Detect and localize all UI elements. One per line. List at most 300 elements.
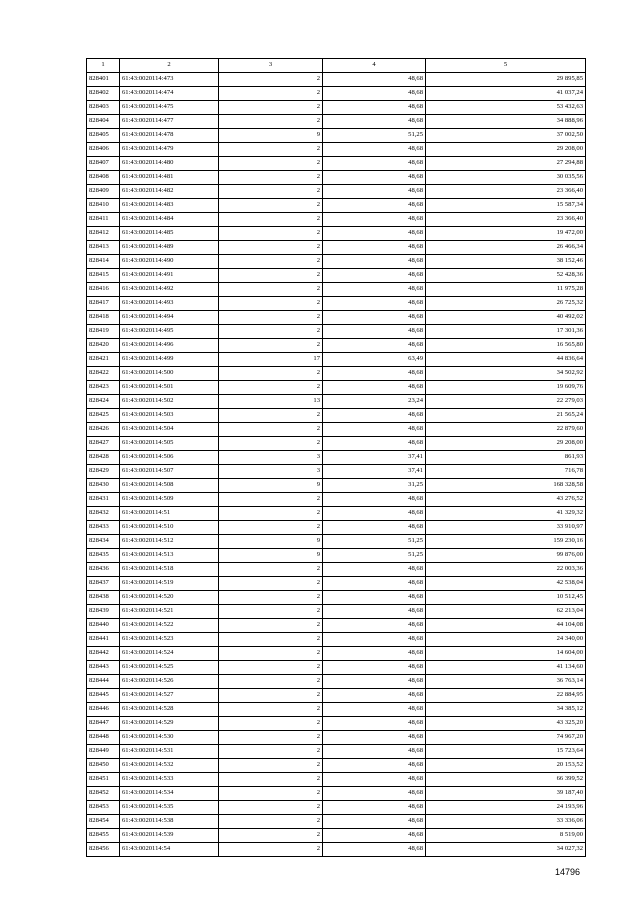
table-row bbox=[87, 731, 586, 745]
table-cell-col-1: 828430 bbox=[87, 479, 120, 493]
table-cell-col-1: 828444 bbox=[87, 675, 120, 689]
table-cell-col-3: 2 bbox=[219, 339, 323, 353]
table-cell-col-4: 48,68 bbox=[323, 367, 426, 381]
table-cell-col-3: 2 bbox=[219, 829, 323, 843]
table-cell-col-2: 61:43:0020114:490 bbox=[120, 255, 219, 269]
table-cell-col-4: 48,68 bbox=[323, 675, 426, 689]
table-cell-col-5: 24 340,00 bbox=[426, 633, 586, 647]
table-cell-col-5: 29 208,00 bbox=[426, 437, 586, 451]
table-cell-col-1: 828422 bbox=[87, 367, 120, 381]
table-row bbox=[87, 591, 586, 605]
table-cell-col-2: 61:43:0020114:530 bbox=[120, 731, 219, 745]
table-cell-col-3: 2 bbox=[219, 73, 323, 87]
table-row bbox=[87, 843, 586, 857]
table-cell-col-2: 61:43:0020114:492 bbox=[120, 283, 219, 297]
table-cell-col-2: 61:43:0020114:534 bbox=[120, 787, 219, 801]
table-cell-col-3: 2 bbox=[219, 213, 323, 227]
table-cell-col-2: 61:43:0020114:480 bbox=[120, 157, 219, 171]
table-row bbox=[87, 521, 586, 535]
table-row bbox=[87, 745, 586, 759]
table-cell-col-4: 31,25 bbox=[323, 479, 426, 493]
table-cell-col-5: 19 472,00 bbox=[426, 227, 586, 241]
table-cell-col-1: 828455 bbox=[87, 829, 120, 843]
table-cell-col-3: 2 bbox=[219, 773, 323, 787]
table-row bbox=[87, 689, 586, 703]
table-cell-col-1: 828406 bbox=[87, 143, 120, 157]
table-row bbox=[87, 633, 586, 647]
table-cell-col-2: 61:43:0020114:481 bbox=[120, 171, 219, 185]
table-cell-col-5: 168 328,58 bbox=[426, 479, 586, 493]
table-cell-col-5: 26 725,32 bbox=[426, 297, 586, 311]
table-cell-col-3: 2 bbox=[219, 437, 323, 451]
table-cell-col-4: 48,68 bbox=[323, 143, 426, 157]
table-cell-col-1: 828445 bbox=[87, 689, 120, 703]
table-row bbox=[87, 143, 586, 157]
table-cell-col-1: 828411 bbox=[87, 213, 120, 227]
table-row bbox=[87, 339, 586, 353]
table-cell-col-4: 48,68 bbox=[323, 787, 426, 801]
table-row bbox=[87, 619, 586, 633]
table-cell-col-4: 48,68 bbox=[323, 325, 426, 339]
table-cell-col-3: 2 bbox=[219, 787, 323, 801]
table-cell-col-1: 828446 bbox=[87, 703, 120, 717]
table-cell-col-3: 2 bbox=[219, 843, 323, 857]
table-row bbox=[87, 759, 586, 773]
table-cell-col-2: 61:43:0020114:508 bbox=[120, 479, 219, 493]
table-cell-col-5: 44 836,64 bbox=[426, 353, 586, 367]
table-cell-col-3: 2 bbox=[219, 297, 323, 311]
table-cell-col-2: 61:43:0020114:525 bbox=[120, 661, 219, 675]
table-cell-col-5: 17 301,36 bbox=[426, 325, 586, 339]
table-cell-col-5: 34 385,12 bbox=[426, 703, 586, 717]
table-cell-col-5: 29 208,00 bbox=[426, 143, 586, 157]
table-cell-col-5: 66 399,52 bbox=[426, 773, 586, 787]
table-cell-col-4: 48,68 bbox=[323, 297, 426, 311]
table-cell-col-5: 15 587,34 bbox=[426, 199, 586, 213]
table-row bbox=[87, 451, 586, 465]
table-cell-col-1: 828412 bbox=[87, 227, 120, 241]
table-cell-col-3: 2 bbox=[219, 493, 323, 507]
table-cell-col-5: 24 193,96 bbox=[426, 801, 586, 815]
table-row bbox=[87, 801, 586, 815]
table-cell-col-5: 22 003,36 bbox=[426, 563, 586, 577]
table-cell-col-1: 828428 bbox=[87, 451, 120, 465]
table-cell-col-4: 48,68 bbox=[323, 423, 426, 437]
header-col-2: 2 bbox=[120, 59, 219, 73]
table-cell-col-3: 2 bbox=[219, 731, 323, 745]
table-cell-col-1: 828439 bbox=[87, 605, 120, 619]
table-row bbox=[87, 647, 586, 661]
table-cell-col-2: 61:43:0020114:483 bbox=[120, 199, 219, 213]
table-cell-col-1: 828427 bbox=[87, 437, 120, 451]
table-cell-col-2: 61:43:0020114:520 bbox=[120, 591, 219, 605]
table-row bbox=[87, 717, 586, 731]
table-cell-col-4: 48,68 bbox=[323, 507, 426, 521]
table-row bbox=[87, 101, 586, 115]
table-cell-col-1: 828423 bbox=[87, 381, 120, 395]
table-cell-col-5: 8 519,00 bbox=[426, 829, 586, 843]
table-cell-col-4: 48,68 bbox=[323, 521, 426, 535]
table-cell-col-5: 99 876,00 bbox=[426, 549, 586, 563]
table-cell-col-2: 61:43:0020114:523 bbox=[120, 633, 219, 647]
table-cell-col-3: 2 bbox=[219, 255, 323, 269]
table-cell-col-3: 2 bbox=[219, 661, 323, 675]
table-cell-col-5: 74 967,20 bbox=[426, 731, 586, 745]
table-cell-col-1: 828447 bbox=[87, 717, 120, 731]
table-cell-col-4: 48,68 bbox=[323, 745, 426, 759]
table-cell-col-1: 828419 bbox=[87, 325, 120, 339]
table-cell-col-4: 48,68 bbox=[323, 661, 426, 675]
table-cell-col-2: 61:43:0020114:496 bbox=[120, 339, 219, 353]
table-cell-col-2: 61:43:0020114:519 bbox=[120, 577, 219, 591]
table-cell-col-3: 2 bbox=[219, 101, 323, 115]
table-row bbox=[87, 563, 586, 577]
table-cell-col-5: 21 565,24 bbox=[426, 409, 586, 423]
table-cell-col-5: 53 432,63 bbox=[426, 101, 586, 115]
table-cell-col-5: 41 134,60 bbox=[426, 661, 586, 675]
table-cell-col-2: 61:43:0020114:506 bbox=[120, 451, 219, 465]
table-row bbox=[87, 73, 586, 87]
table-cell-col-4: 48,68 bbox=[323, 269, 426, 283]
table-cell-col-3: 2 bbox=[219, 325, 323, 339]
table-cell-col-3: 2 bbox=[219, 689, 323, 703]
table-cell-col-1: 828449 bbox=[87, 745, 120, 759]
table-cell-col-4: 48,68 bbox=[323, 773, 426, 787]
table-row bbox=[87, 353, 586, 367]
table-body bbox=[87, 73, 586, 857]
table-cell-col-1: 828451 bbox=[87, 773, 120, 787]
table-cell-col-4: 48,68 bbox=[323, 339, 426, 353]
table-cell-col-2: 61:43:0020114:491 bbox=[120, 269, 219, 283]
table-cell-col-1: 828431 bbox=[87, 493, 120, 507]
table-row bbox=[87, 283, 586, 297]
table-cell-col-4: 51,25 bbox=[323, 549, 426, 563]
table-row bbox=[87, 423, 586, 437]
table-cell-col-4: 48,68 bbox=[323, 703, 426, 717]
table-cell-col-1: 828443 bbox=[87, 661, 120, 675]
table-row bbox=[87, 605, 586, 619]
table-header bbox=[87, 59, 586, 73]
table-cell-col-1: 828416 bbox=[87, 283, 120, 297]
table-cell-col-4: 48,68 bbox=[323, 633, 426, 647]
table-cell-col-3: 2 bbox=[219, 185, 323, 199]
table-cell-col-5: 44 104,08 bbox=[426, 619, 586, 633]
table-row bbox=[87, 507, 586, 521]
table-cell-col-1: 828436 bbox=[87, 563, 120, 577]
table-row bbox=[87, 829, 586, 843]
table-cell-col-2: 61:43:0020114:489 bbox=[120, 241, 219, 255]
table-cell-col-1: 828453 bbox=[87, 801, 120, 815]
table-cell-col-3: 2 bbox=[219, 409, 323, 423]
table-cell-col-5: 52 428,36 bbox=[426, 269, 586, 283]
table-row bbox=[87, 493, 586, 507]
table-cell-col-3: 2 bbox=[219, 115, 323, 129]
table-cell-col-1: 828450 bbox=[87, 759, 120, 773]
table-row bbox=[87, 297, 586, 311]
table-cell-col-4: 48,68 bbox=[323, 213, 426, 227]
table-row bbox=[87, 465, 586, 479]
table-cell-col-1: 828432 bbox=[87, 507, 120, 521]
table-cell-col-3: 2 bbox=[219, 367, 323, 381]
table-cell-col-3: 2 bbox=[219, 143, 323, 157]
table-cell-col-1: 828429 bbox=[87, 465, 120, 479]
table-cell-col-4: 48,68 bbox=[323, 577, 426, 591]
table-cell-col-4: 48,68 bbox=[323, 73, 426, 87]
table-cell-col-5: 27 294,88 bbox=[426, 157, 586, 171]
header-row bbox=[87, 59, 586, 73]
table-cell-col-4: 48,68 bbox=[323, 801, 426, 815]
table-cell-col-1: 828426 bbox=[87, 423, 120, 437]
table-cell-col-4: 48,68 bbox=[323, 409, 426, 423]
page-number: 14796 bbox=[555, 867, 581, 877]
table-cell-col-3: 3 bbox=[219, 465, 323, 479]
table-row bbox=[87, 675, 586, 689]
table-cell-col-1: 828410 bbox=[87, 199, 120, 213]
table-row bbox=[87, 787, 586, 801]
table-cell-col-1: 828404 bbox=[87, 115, 120, 129]
table-cell-col-2: 61:43:0020114:524 bbox=[120, 647, 219, 661]
table-cell-col-3: 2 bbox=[219, 269, 323, 283]
table-cell-col-1: 828401 bbox=[87, 73, 120, 87]
table-row bbox=[87, 535, 586, 549]
table-cell-col-3: 2 bbox=[219, 381, 323, 395]
table-cell-col-2: 61:43:0020114:473 bbox=[120, 73, 219, 87]
table-cell-col-1: 828452 bbox=[87, 787, 120, 801]
table-cell-col-4: 48,68 bbox=[323, 647, 426, 661]
table-cell-col-5: 11 975,28 bbox=[426, 283, 586, 297]
table-cell-col-2: 61:43:0020114:535 bbox=[120, 801, 219, 815]
table-cell-col-2: 61:43:0020114:484 bbox=[120, 213, 219, 227]
table-cell-col-3: 2 bbox=[219, 703, 323, 717]
table-cell-col-1: 828409 bbox=[87, 185, 120, 199]
table-cell-col-3: 2 bbox=[219, 717, 323, 731]
table-cell-col-4: 48,68 bbox=[323, 311, 426, 325]
table-cell-col-2: 61:43:0020114:495 bbox=[120, 325, 219, 339]
table-cell-col-3: 2 bbox=[219, 675, 323, 689]
table-cell-col-3: 2 bbox=[219, 157, 323, 171]
table-cell-col-2: 61:43:0020114:502 bbox=[120, 395, 219, 409]
table-row bbox=[87, 87, 586, 101]
table-cell-col-1: 828433 bbox=[87, 521, 120, 535]
table-row bbox=[87, 549, 586, 563]
table-cell-col-3: 2 bbox=[219, 633, 323, 647]
table-cell-col-3: 9 bbox=[219, 535, 323, 549]
table-cell-col-2: 61:43:0020114:539 bbox=[120, 829, 219, 843]
table-cell-col-5: 16 565,80 bbox=[426, 339, 586, 353]
table-cell-col-2: 61:43:0020114:521 bbox=[120, 605, 219, 619]
table-cell-col-3: 2 bbox=[219, 563, 323, 577]
header-col-1: 1 bbox=[87, 59, 120, 73]
table-cell-col-2: 61:43:0020114:509 bbox=[120, 493, 219, 507]
table-cell-col-5: 26 466,34 bbox=[426, 241, 586, 255]
table-row bbox=[87, 115, 586, 129]
table-cell-col-1: 828405 bbox=[87, 129, 120, 143]
table-cell-col-4: 51,25 bbox=[323, 535, 426, 549]
table-cell-col-5: 41 329,32 bbox=[426, 507, 586, 521]
table-cell-col-3: 2 bbox=[219, 619, 323, 633]
table-cell-col-4: 48,68 bbox=[323, 437, 426, 451]
table-cell-col-2: 61:43:0020114:504 bbox=[120, 423, 219, 437]
table-cell-col-1: 828456 bbox=[87, 843, 120, 857]
table-cell-col-4: 51,25 bbox=[323, 129, 426, 143]
table-cell-col-5: 33 910,97 bbox=[426, 521, 586, 535]
table-cell-col-2: 61:43:0020114:479 bbox=[120, 143, 219, 157]
table-row bbox=[87, 227, 586, 241]
table-cell-col-5: 42 538,04 bbox=[426, 577, 586, 591]
table-cell-col-3: 2 bbox=[219, 815, 323, 829]
table-row bbox=[87, 479, 586, 493]
table-cell-col-2: 61:43:0020114:54 bbox=[120, 843, 219, 857]
table-cell-col-4: 23,24 bbox=[323, 395, 426, 409]
table-cell-col-3: 2 bbox=[219, 801, 323, 815]
table-cell-col-3: 2 bbox=[219, 87, 323, 101]
table-cell-col-5: 861,93 bbox=[426, 451, 586, 465]
table-cell-col-3: 9 bbox=[219, 479, 323, 493]
table-cell-col-5: 37 002,50 bbox=[426, 129, 586, 143]
table-cell-col-3: 2 bbox=[219, 577, 323, 591]
table-cell-col-3: 2 bbox=[219, 311, 323, 325]
table-cell-col-4: 37,41 bbox=[323, 465, 426, 479]
table-cell-col-5: 15 723,64 bbox=[426, 745, 586, 759]
table-cell-col-2: 61:43:0020114:501 bbox=[120, 381, 219, 395]
table-cell-col-5: 10 512,45 bbox=[426, 591, 586, 605]
table-cell-col-2: 61:43:0020114:526 bbox=[120, 675, 219, 689]
table-cell-col-5: 41 037,24 bbox=[426, 87, 586, 101]
table-cell-col-3: 3 bbox=[219, 451, 323, 465]
table-row bbox=[87, 395, 586, 409]
table-cell-col-4: 48,68 bbox=[323, 731, 426, 745]
table-cell-col-2: 61:43:0020114:507 bbox=[120, 465, 219, 479]
table-row bbox=[87, 199, 586, 213]
table-cell-col-1: 828414 bbox=[87, 255, 120, 269]
table-cell-col-1: 828454 bbox=[87, 815, 120, 829]
table-row bbox=[87, 241, 586, 255]
table-cell-col-2: 61:43:0020114:485 bbox=[120, 227, 219, 241]
table-row bbox=[87, 815, 586, 829]
table-cell-col-3: 2 bbox=[219, 199, 323, 213]
table-cell-col-4: 48,68 bbox=[323, 829, 426, 843]
table-row bbox=[87, 157, 586, 171]
table-cell-col-3: 2 bbox=[219, 283, 323, 297]
table-cell-col-5: 30 035,56 bbox=[426, 171, 586, 185]
table-cell-col-1: 828437 bbox=[87, 577, 120, 591]
table-cell-col-5: 34 027,32 bbox=[426, 843, 586, 857]
table-cell-col-2: 61:43:0020114:532 bbox=[120, 759, 219, 773]
table-row bbox=[87, 661, 586, 675]
table-cell-col-4: 48,68 bbox=[323, 717, 426, 731]
table-cell-col-4: 48,68 bbox=[323, 241, 426, 255]
table-cell-col-5: 159 230,16 bbox=[426, 535, 586, 549]
table-cell-col-3: 2 bbox=[219, 507, 323, 521]
table-cell-col-1: 828435 bbox=[87, 549, 120, 563]
table-cell-col-5: 43 325,20 bbox=[426, 717, 586, 731]
table-cell-col-5: 34 888,96 bbox=[426, 115, 586, 129]
table-row bbox=[87, 773, 586, 787]
table-cell-col-1: 828438 bbox=[87, 591, 120, 605]
table-cell-col-4: 48,68 bbox=[323, 171, 426, 185]
table-cell-col-4: 37,41 bbox=[323, 451, 426, 465]
table-cell-col-1: 828425 bbox=[87, 409, 120, 423]
table-cell-col-4: 48,68 bbox=[323, 619, 426, 633]
table-cell-col-2: 61:43:0020114:518 bbox=[120, 563, 219, 577]
data-table bbox=[86, 58, 586, 857]
table-cell-col-2: 61:43:0020114:475 bbox=[120, 101, 219, 115]
table-cell-col-2: 61:43:0020114:513 bbox=[120, 549, 219, 563]
table-cell-col-5: 39 187,40 bbox=[426, 787, 586, 801]
table-cell-col-4: 48,68 bbox=[323, 689, 426, 703]
table-cell-col-5: 20 153,52 bbox=[426, 759, 586, 773]
table-cell-col-1: 828441 bbox=[87, 633, 120, 647]
table-cell-col-3: 13 bbox=[219, 395, 323, 409]
table-row bbox=[87, 577, 586, 591]
table-cell-col-2: 61:43:0020114:522 bbox=[120, 619, 219, 633]
table-row bbox=[87, 255, 586, 269]
table-cell-col-1: 828418 bbox=[87, 311, 120, 325]
table-row bbox=[87, 381, 586, 395]
table-cell-col-1: 828407 bbox=[87, 157, 120, 171]
table-cell-col-2: 61:43:0020114:493 bbox=[120, 297, 219, 311]
table-cell-col-4: 48,68 bbox=[323, 115, 426, 129]
table-cell-col-5: 43 276,52 bbox=[426, 493, 586, 507]
table-cell-col-1: 828440 bbox=[87, 619, 120, 633]
table-cell-col-2: 61:43:0020114:531 bbox=[120, 745, 219, 759]
table-row bbox=[87, 269, 586, 283]
table-cell-col-1: 828421 bbox=[87, 353, 120, 367]
table-row bbox=[87, 171, 586, 185]
table-cell-col-4: 48,68 bbox=[323, 591, 426, 605]
table-cell-col-5: 14 604,00 bbox=[426, 647, 586, 661]
table-cell-col-1: 828408 bbox=[87, 171, 120, 185]
table-cell-col-1: 828442 bbox=[87, 647, 120, 661]
table-cell-col-4: 48,68 bbox=[323, 185, 426, 199]
table-cell-col-3: 9 bbox=[219, 129, 323, 143]
table-cell-col-2: 61:43:0020114:527 bbox=[120, 689, 219, 703]
table-cell-col-4: 48,68 bbox=[323, 493, 426, 507]
table-cell-col-4: 48,68 bbox=[323, 87, 426, 101]
table-cell-col-5: 22 879,60 bbox=[426, 423, 586, 437]
table-cell-col-2: 61:43:0020114:510 bbox=[120, 521, 219, 535]
table-cell-col-3: 2 bbox=[219, 171, 323, 185]
table-cell-col-5: 36 763,14 bbox=[426, 675, 586, 689]
table-cell-col-2: 61:43:0020114:528 bbox=[120, 703, 219, 717]
table-row bbox=[87, 703, 586, 717]
table-cell-col-2: 61:43:0020114:538 bbox=[120, 815, 219, 829]
table-cell-col-5: 33 336,06 bbox=[426, 815, 586, 829]
table-cell-col-3: 2 bbox=[219, 591, 323, 605]
table-cell-col-5: 34 502,92 bbox=[426, 367, 586, 381]
table-cell-col-2: 61:43:0020114:512 bbox=[120, 535, 219, 549]
table-cell-col-5: 62 213,04 bbox=[426, 605, 586, 619]
table-cell-col-2: 61:43:0020114:474 bbox=[120, 87, 219, 101]
table-cell-col-5: 716,78 bbox=[426, 465, 586, 479]
table-cell-col-2: 61:43:0020114:533 bbox=[120, 773, 219, 787]
table-row bbox=[87, 437, 586, 451]
table-row bbox=[87, 129, 586, 143]
table-cell-col-4: 48,68 bbox=[323, 843, 426, 857]
table-cell-col-5: 19 609,76 bbox=[426, 381, 586, 395]
table-row bbox=[87, 367, 586, 381]
table-cell-col-2: 61:43:0020114:494 bbox=[120, 311, 219, 325]
table-row bbox=[87, 311, 586, 325]
table-cell-col-4: 48,68 bbox=[323, 283, 426, 297]
table-cell-col-4: 48,68 bbox=[323, 157, 426, 171]
table-row bbox=[87, 325, 586, 339]
table-cell-col-5: 38 152,46 bbox=[426, 255, 586, 269]
table-cell-col-2: 61:43:0020114:503 bbox=[120, 409, 219, 423]
table-cell-col-2: 61:43:0020114:505 bbox=[120, 437, 219, 451]
table-cell-col-2: 61:43:0020114:478 bbox=[120, 129, 219, 143]
header-col-4: 4 bbox=[323, 59, 426, 73]
